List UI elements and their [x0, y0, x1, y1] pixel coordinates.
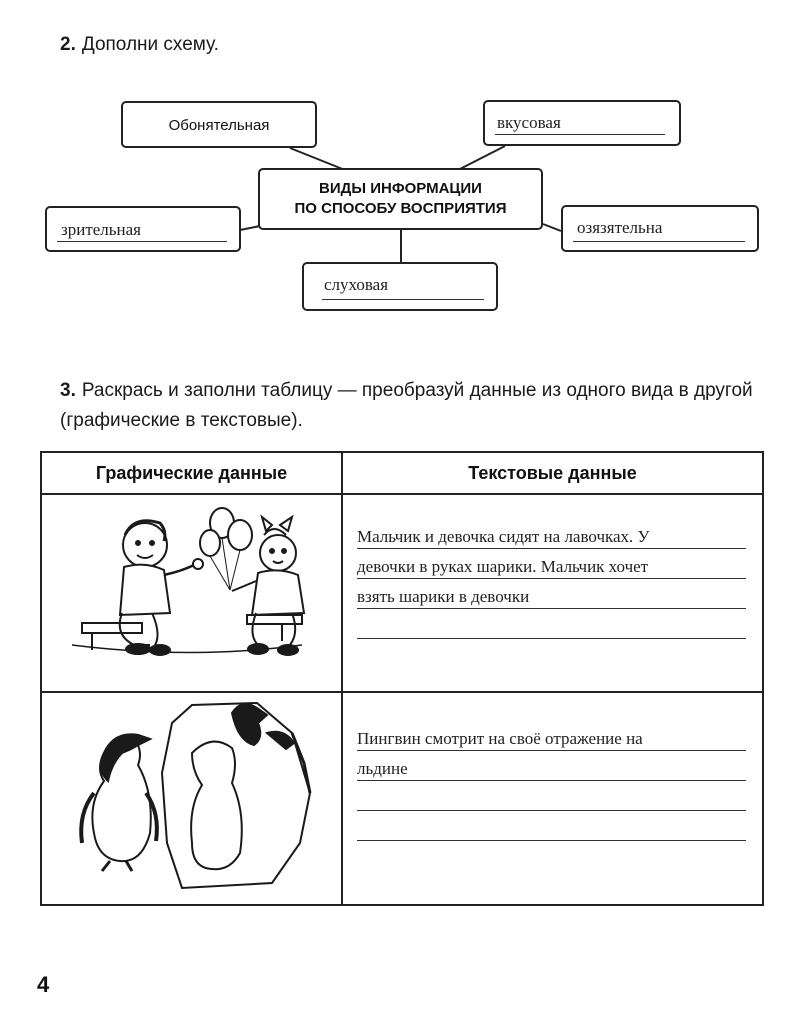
box-touch[interactable] [561, 205, 759, 252]
box-touch-underline [573, 241, 745, 242]
connector-visual [240, 226, 260, 230]
box-hearing[interactable] [302, 262, 498, 311]
box-visual-underline [57, 241, 227, 242]
page-number: 4 [37, 972, 50, 997]
box-smell-label: Обонятельная [168, 117, 270, 134]
cell-picture-children [41, 494, 342, 692]
answer-line[interactable] [357, 811, 746, 841]
answer-line[interactable]: Пингвин смотрит на своё отражение на [357, 721, 746, 751]
task-3-number: 3. [60, 380, 76, 401]
box-taste-underline [495, 134, 665, 135]
answer-line[interactable]: девочки в руках шарики. Мальчик хочет [357, 549, 746, 579]
task-2-text: Дополни схему. [81, 34, 219, 55]
connector-smell [290, 148, 345, 170]
cell-text-children[interactable] [342, 494, 763, 692]
task-3-text: Раскрась и заполни таблицу — преобразуй данные из одного вида в другой (графические в текстовые). [60, 380, 753, 431]
box-center [258, 168, 543, 230]
conversion-table [40, 451, 764, 906]
box-visual[interactable] [45, 206, 241, 252]
box-taste[interactable] [483, 100, 681, 146]
box-touch-answer: озязятельна [577, 218, 663, 237]
box-taste-answer: вкусовая [497, 113, 561, 132]
connector-taste [458, 146, 505, 170]
connector-touch [543, 224, 561, 231]
box-smell [121, 101, 317, 148]
answer-lines-row1 [357, 519, 746, 639]
answer-lines-row2 [357, 721, 746, 841]
answer-line[interactable]: взять шарики в девочки [357, 579, 746, 609]
penguin-ice-picture [42, 693, 342, 904]
information-types-diagram [0, 0, 802, 340]
answer-line[interactable] [357, 609, 746, 639]
header-text: Текстовые данные [342, 452, 763, 494]
table-header-row [41, 452, 763, 494]
box-visual-answer: зрительная [61, 220, 141, 239]
answer-line[interactable] [357, 781, 746, 811]
answer-line[interactable]: льдине [357, 751, 746, 781]
table-row [41, 692, 763, 905]
cell-text-penguins[interactable] [342, 692, 763, 905]
task-2-number: 2. [60, 34, 76, 55]
task-3-title [60, 376, 760, 436]
header-graphic: Графические данные [41, 452, 342, 494]
cell-picture-penguins [41, 692, 342, 905]
box-hearing-answer: слуховая [324, 275, 389, 294]
children-on-bench-picture [42, 495, 342, 691]
center-line-1: ВИДЫ ИНФОРМАЦИИ [319, 180, 482, 197]
center-label [260, 179, 541, 219]
answer-line[interactable]: Мальчик и девочка сидят на лавочках. У [357, 519, 746, 549]
center-line-2: ПО СПОСОБУ ВОСПРИЯТИЯ [294, 200, 507, 217]
table-row [41, 494, 763, 692]
box-hearing-underline [322, 299, 484, 300]
